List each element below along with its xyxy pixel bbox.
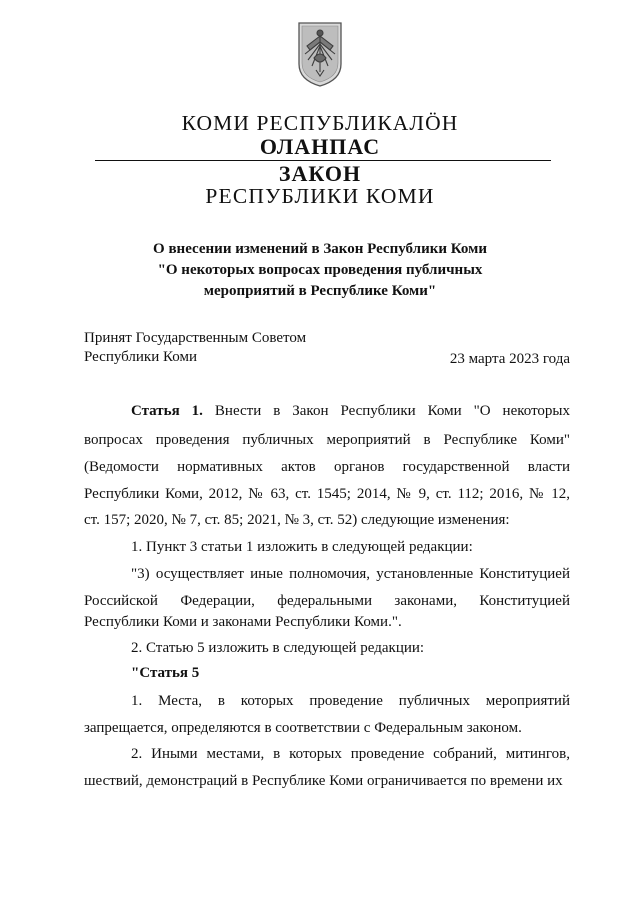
- body-line: вопросах проведения публичных мероприятий в Республике Коми": [84, 432, 570, 448]
- body-line: "3) осуществляет иные полномочия, установленные Конституцией: [131, 566, 570, 582]
- olanpas-heading: ОЛАНПАС: [259, 134, 381, 159]
- adopted-by-line-2: Республики Коми: [84, 349, 197, 365]
- body-line: 2. Иными местами, в которых проведение собраний, митингов,: [131, 746, 570, 762]
- body-line: Российской Федерации, федеральными законами, Конституцией: [84, 593, 570, 609]
- article-1-line: [84, 403, 570, 420]
- adopted-by-line-1: Принят Государственным Советом: [84, 330, 307, 346]
- law-title-line-1: О внесении изменений в Закон Республики Коми: [153, 241, 487, 257]
- coat-of-arms-icon: [296, 20, 344, 88]
- body-line: 2. Статью 5 изложить в следующей редакции:: [131, 640, 425, 656]
- law-title-line-3: мероприятий в Республике Коми": [203, 283, 437, 299]
- body-line: Республики Коми и законами Республики Коми.".: [84, 614, 402, 630]
- body-line: Республики Коми, 2012, № 63, ст. 1545; 2014, № 9, ст. 112; 2016, № 12,: [84, 486, 570, 502]
- body-line: (Ведомости нормативных актов органов государственной власти: [84, 459, 570, 475]
- body-line: ст. 157; 2020, № 7, ст. 85; 2021, № 3, ст. 52) следующие изменения:: [84, 512, 510, 528]
- komi-republic-heading: КОМИ РЕСПУБЛИКАЛӦН: [181, 111, 459, 135]
- body-line: запрещается, определяются в соответствии с Федеральным законом.: [84, 720, 522, 736]
- body-line: 1. Места, в которых проведение публичных мероприятий: [131, 693, 570, 709]
- article-1-text: Внести в Закон Республики Коми "О некоторых: [214, 403, 571, 419]
- adoption-date: 23 марта 2023 года: [449, 351, 570, 367]
- body-line: шествий, демонстраций в Республике Коми ограничивается по времени их: [84, 773, 563, 789]
- zakon-heading: ЗАКОН: [278, 161, 362, 186]
- article-5-heading: "Статья 5: [131, 665, 200, 681]
- body-line: 1. Пункт 3 статьи 1 изложить в следующей редакции:: [131, 539, 473, 555]
- article-1-label: Статья 1.: [131, 403, 203, 419]
- law-title-line-2: "О некоторых вопросах проведения публичных: [157, 262, 483, 278]
- republic-komi-heading: РЕСПУБЛИКИ КОМИ: [205, 184, 435, 208]
